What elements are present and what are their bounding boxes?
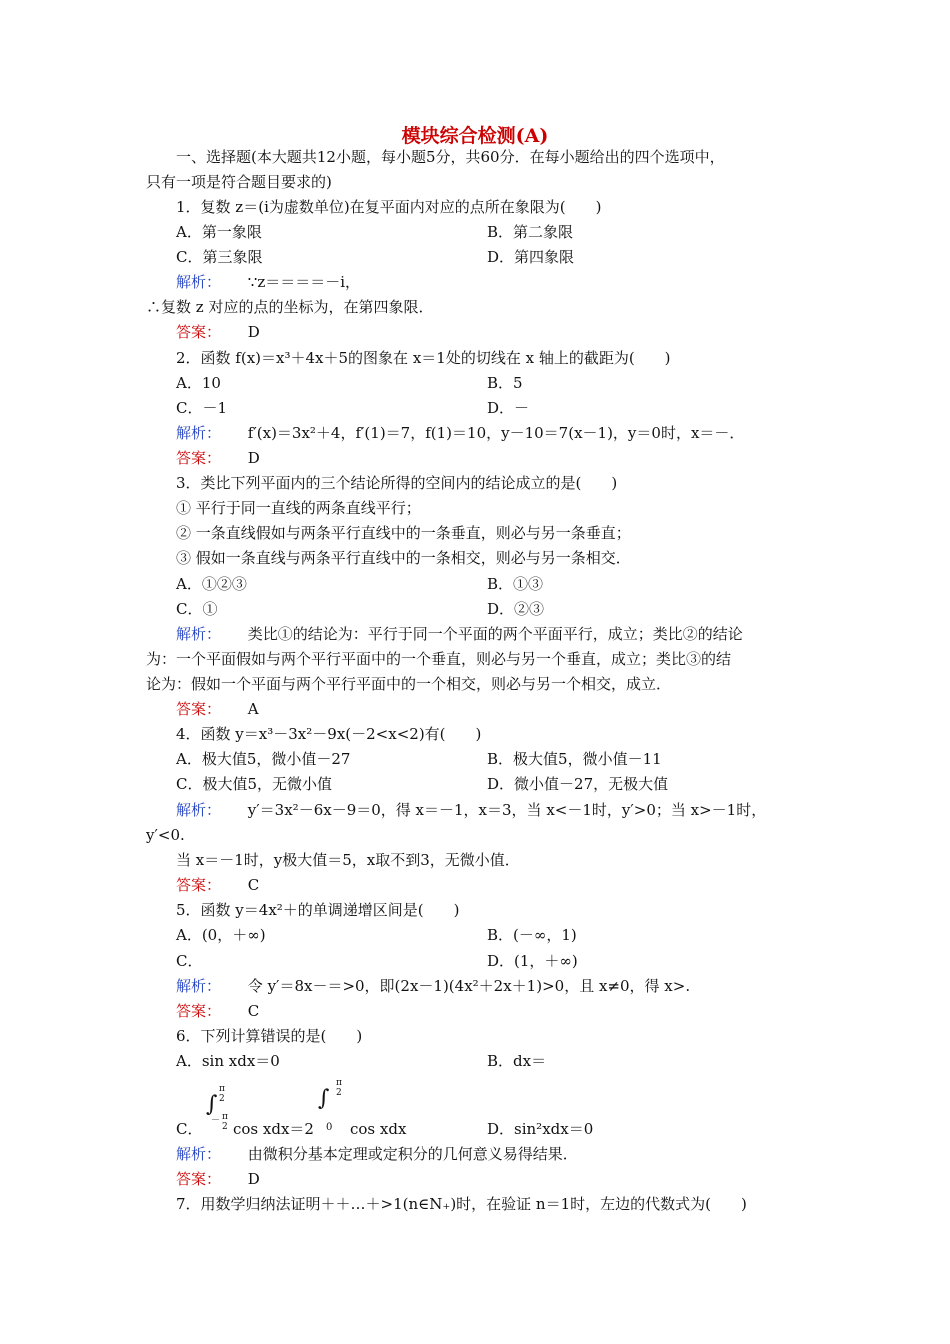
q5-option-b: B．(－∞，1) xyxy=(487,926,577,944)
q3-option-c: C．① xyxy=(176,600,218,618)
q4-analysis-line3: 当 x＝－1时，y极大值＝5，x取不到3，无微小值． xyxy=(176,851,520,869)
q6-option-d: D．sin²xdx＝0 xyxy=(487,1120,594,1138)
q1-option-d: D．第四象限 xyxy=(487,248,575,266)
integral-lower-limit: π xyxy=(222,1112,228,1122)
q2-stem: 2．函数 f(x)＝x³＋4x＋5的图象在 x＝1处的切线在 x 轴上的截距为( ) xyxy=(176,349,671,367)
q3-statement-1: ① 平行于同一直线的两条直线平行； xyxy=(176,499,421,517)
q4-answer-value: C xyxy=(247,876,260,894)
analysis-label: 解析： xyxy=(176,977,222,995)
q4-analysis-line2: y′<0. xyxy=(146,826,185,844)
q3-statement-3: ③ 假如一条直线与两条平行直线中的一条相交，则必与另一条相交． xyxy=(176,549,631,567)
q2-option-b: B．5 xyxy=(487,374,523,392)
q6-option-b: B．dx＝ xyxy=(487,1052,547,1070)
q6-answer xyxy=(176,1168,260,1190)
q2-option-c: C．－1 xyxy=(176,399,228,417)
q3-analysis-line3: 论为：假如一个平面与两个平行平面中的一个相交，则必与另一个相交，成立． xyxy=(146,675,672,693)
answer-label: 答案： xyxy=(176,700,222,718)
q2-analysis-text: f′(x)＝3x²＋4，f′(1)＝7，f(1)＝10，y－10＝7(x－1)，y＝0时，x＝－． xyxy=(247,424,745,442)
q4-stem: 4．函数 y＝x³－3x²－9x(－2<x<2)有( ) xyxy=(176,725,482,743)
answer-label: 答案： xyxy=(176,1170,222,1188)
integral-upper-limit: π xyxy=(219,1084,225,1094)
q2-option-d: D．－ xyxy=(487,399,530,417)
q5-stem: 5．函数 y＝4x²＋的单调递增区间是( ) xyxy=(176,901,460,919)
q2-answer-value: D xyxy=(247,449,260,467)
q7-stem: 7．用数学归纳法证明＋＋…＋>1(n∈N₊)时，在验证 n＝1时，左边的代数式为( ) xyxy=(176,1195,747,1213)
q6-analysis-text: 由微积分基本定理或定积分的几何意义易得结果． xyxy=(247,1145,578,1163)
q1-analysis-text: ∵z＝＝＝＝－i， xyxy=(247,273,361,291)
q5-answer-value: C xyxy=(247,1002,260,1020)
integral-upper-denominator: 2 xyxy=(336,1088,342,1098)
answer-label: 答案： xyxy=(176,449,222,467)
q1-answer-value: D xyxy=(247,323,260,341)
q1-answer xyxy=(176,321,260,343)
q1-option-a: A．第一象限 xyxy=(176,223,262,241)
q4-answer xyxy=(176,874,259,896)
integral-sign-icon: ∫ xyxy=(318,1086,330,1111)
section-intro-line1: 一、选择题(本大题共12小题，每小题5分，共60分．在每小题给出的四个选项中， xyxy=(176,148,725,166)
answer-label: 答案： xyxy=(176,323,222,341)
q3-stem: 3．类比下列平面内的三个结论所得的空间内的结论成立的是( ) xyxy=(176,474,618,492)
page-title: 模块综合检测(A) xyxy=(401,125,549,147)
q3-option-d: D．②③ xyxy=(487,600,545,618)
answer-label: 答案： xyxy=(176,876,222,894)
q2-answer xyxy=(176,447,260,469)
integral-lower-neg: － xyxy=(211,1116,221,1126)
q1-option-c: C．第三象限 xyxy=(176,248,263,266)
q5-answer xyxy=(176,1000,259,1022)
analysis-label: 解析： xyxy=(176,625,222,643)
q4-option-b: B．极大值5，微小值－11 xyxy=(487,750,662,768)
q2-option-a: A．10 xyxy=(176,374,221,392)
integral-upper-limit: π xyxy=(336,1078,342,1088)
q1-analysis-line2: ∴复数 z 对应的点的坐标为，在第四象限． xyxy=(146,298,434,316)
q4-analysis-line1 xyxy=(176,799,766,821)
q3-answer-value: A xyxy=(247,700,259,718)
q1-option-b: B．第二象限 xyxy=(487,223,574,241)
q6-option-c-tail: cos xdx xyxy=(350,1120,407,1138)
analysis-label: 解析： xyxy=(176,1145,222,1163)
q1-analysis-line1 xyxy=(176,271,360,293)
integral-lower-limit-zero: 0 xyxy=(326,1122,333,1133)
integral-upper-denominator: 2 xyxy=(219,1094,225,1104)
q2-analysis xyxy=(176,422,744,444)
q6-answer-value: D xyxy=(247,1170,260,1188)
analysis-label: 解析： xyxy=(176,801,222,819)
q6-stem: 6．下列计算错误的是( ) xyxy=(176,1027,363,1045)
q4-option-c: C．极大值5，无微小值 xyxy=(176,775,333,793)
q3-analysis-line2: 为：一个平面假如与两个平行平面中的一个垂直，则必与另一个垂直，成立；类比③的结 xyxy=(146,650,732,668)
q3-analysis-line1 xyxy=(176,623,743,645)
q3-statement-2: ② 一条直线假如与两条平行直线中的一条垂直，则必与另一条垂直； xyxy=(176,524,631,542)
q6-option-a: A．sin xdx＝0 xyxy=(176,1052,280,1070)
q4-option-a: A．极大值5，微小值－27 xyxy=(176,750,351,768)
integral-lower-denominator: 2 xyxy=(222,1122,228,1132)
q5-option-c: C． xyxy=(176,952,203,970)
q5-analysis xyxy=(176,975,690,997)
q3-option-a: A．①②③ xyxy=(176,575,247,593)
analysis-label: 解析： xyxy=(176,424,222,442)
q6-analysis xyxy=(176,1143,578,1165)
q3-analysis-text: 类比①的结论为：平行于同一个平面的两个平面平行，成立；类比②的结论 xyxy=(247,625,743,643)
q6-option-c-body: cos xdx＝2 xyxy=(233,1120,314,1138)
section-intro-line2: 只有一项是符合题目要求的) xyxy=(146,173,332,191)
integral-sign-icon: ∫ xyxy=(206,1092,218,1117)
q1-stem: 1．复数 z＝(i为虚数单位)在复平面内对应的点所在象限为( ) xyxy=(176,198,602,216)
answer-label: 答案： xyxy=(176,1002,222,1020)
q5-option-a: A．(0，＋∞) xyxy=(176,926,266,944)
q5-option-d: D．(1，＋∞) xyxy=(487,952,578,970)
q6-option-c-prefix: C． xyxy=(176,1120,203,1138)
analysis-label: 解析： xyxy=(176,273,222,291)
q4-analysis-text: y′＝3x²－6x－9＝0，得 x＝－1，x＝3，当 x<－1时，y′>0；当 x>－1时， xyxy=(247,801,767,819)
q5-analysis-text: 令 y′＝8x－＝>0，即(2x－1)(4x²＋2x＋1)>0，且 x≠0，得 x>. xyxy=(247,977,691,995)
q3-option-b: B．①③ xyxy=(487,575,544,593)
q4-option-d: D．微小值－27，无极大值 xyxy=(487,775,669,793)
q3-answer xyxy=(176,698,259,720)
